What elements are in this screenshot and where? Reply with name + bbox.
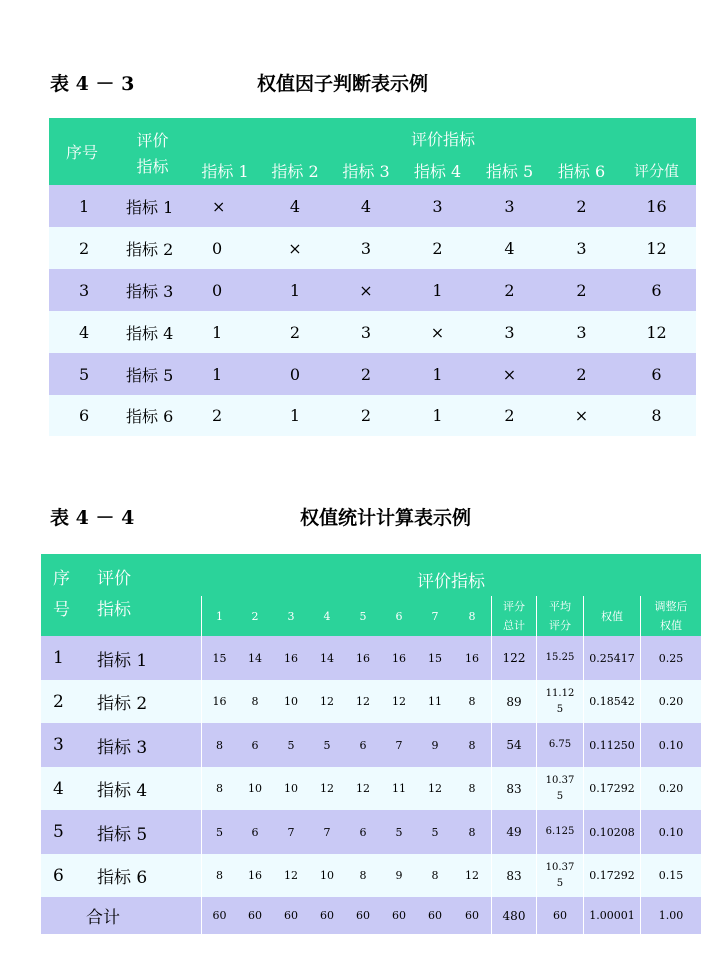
cell: 4: [260, 185, 330, 227]
cell: 2: [190, 395, 260, 436]
cell: ×: [473, 353, 546, 395]
cell: 1: [190, 311, 260, 353]
header-group: 评价指标: [201, 554, 701, 596]
total-cell: 60: [381, 897, 417, 934]
row-serial: 4: [49, 311, 115, 353]
row-serial: 2: [41, 680, 77, 723]
header-criteria: 评价 指标: [115, 118, 190, 185]
cell: 14: [309, 636, 345, 680]
cell: 8: [453, 723, 491, 767]
header-col-6: 6: [381, 596, 417, 636]
weight-factor-judgment-table: [49, 118, 696, 436]
cell: 11: [417, 680, 453, 723]
total-cell: 60: [417, 897, 453, 934]
cell: 83: [491, 854, 536, 897]
cell: 8: [453, 767, 491, 810]
cell: 0.11250: [583, 723, 640, 767]
cell: 0.17292: [583, 854, 640, 897]
header-col-3: 3: [273, 596, 309, 636]
cell: 11: [381, 767, 417, 810]
row-criterion-name: 指标 6: [115, 395, 190, 436]
cell: 16: [617, 185, 696, 227]
cell: 3: [402, 185, 473, 227]
cell: 0.15: [640, 854, 701, 897]
table1-caption-title: 权值因子判断表示例: [257, 73, 429, 95]
cell: 8: [201, 854, 237, 897]
cell: 5: [273, 723, 309, 767]
cell: 9: [381, 854, 417, 897]
header-col-11: 权值: [583, 596, 640, 636]
total-cell: 1.00: [640, 897, 701, 934]
total-cell: 60: [201, 897, 237, 934]
header-col-12: 调整后 权值: [640, 596, 701, 636]
cell: 5: [381, 810, 417, 854]
total-cell: 1.00001: [583, 897, 640, 934]
cell: 10: [237, 767, 273, 810]
cell: 8: [201, 723, 237, 767]
header-col-6: 指标 6: [546, 155, 617, 185]
cell: 12: [309, 680, 345, 723]
row-criterion-name: 指标 6: [77, 854, 201, 897]
cell: 12: [453, 854, 491, 897]
row-serial: 2: [49, 227, 115, 269]
cell: 0.10: [640, 810, 701, 854]
cell: 89: [491, 680, 536, 723]
row-serial: 6: [49, 395, 115, 436]
row-criterion-name: 指标 4: [77, 767, 201, 810]
cell: 2: [330, 353, 402, 395]
cell: 2: [473, 269, 546, 311]
cell: ×: [190, 185, 260, 227]
cell: 2: [546, 353, 617, 395]
row-serial: 3: [49, 269, 115, 311]
total-label: 合计: [41, 897, 201, 934]
total-cell: 60: [273, 897, 309, 934]
header-col-10: 平均 评分: [536, 596, 583, 636]
cell: 5: [309, 723, 345, 767]
header-col-2: 2: [237, 596, 273, 636]
cell: ×: [260, 227, 330, 269]
cell: 12: [309, 767, 345, 810]
total-cell: 60: [309, 897, 345, 934]
weight-statistics-table: [41, 554, 696, 934]
cell: 9: [417, 723, 453, 767]
cell: 1: [260, 269, 330, 311]
cell: 3: [473, 311, 546, 353]
row-criterion-name: 指标 3: [115, 269, 190, 311]
cell: 0.18542: [583, 680, 640, 723]
cell: 2: [546, 269, 617, 311]
cell: 0.25417: [583, 636, 640, 680]
row-serial: 1: [49, 185, 115, 227]
cell: 0.10208: [583, 810, 640, 854]
cell: 7: [273, 810, 309, 854]
row-criterion-name: 指标 3: [77, 723, 201, 767]
header-serial: 序号: [49, 118, 115, 185]
cell: 12: [381, 680, 417, 723]
cell: 5: [201, 810, 237, 854]
row-serial: 6: [41, 854, 77, 897]
cell: 8: [617, 395, 696, 436]
cell: 7: [381, 723, 417, 767]
header-col-7: 7: [417, 596, 453, 636]
cell: 6: [345, 810, 381, 854]
cell: 0.17292: [583, 767, 640, 810]
cell: 0: [190, 269, 260, 311]
cell: 12: [617, 227, 696, 269]
total-cell: 60: [237, 897, 273, 934]
cell: 0.10: [640, 723, 701, 767]
cell: 1: [190, 353, 260, 395]
cell: 16: [345, 636, 381, 680]
cell: 2: [473, 395, 546, 436]
total-cell: 60: [345, 897, 381, 934]
header-col-5: 指标 5: [473, 155, 546, 185]
cell: 3: [330, 227, 402, 269]
cell: 10: [309, 854, 345, 897]
cell: 3: [473, 185, 546, 227]
cell: 6: [617, 353, 696, 395]
cell: 2: [402, 227, 473, 269]
header-col-3: 指标 3: [330, 155, 402, 185]
row-criterion-name: 指标 5: [115, 353, 190, 395]
cell: 3: [330, 311, 402, 353]
cell: 8: [453, 680, 491, 723]
row-criterion-name: 指标 1: [77, 636, 201, 680]
cell: 16: [237, 854, 273, 897]
total-cell: 60: [536, 897, 583, 934]
header-col-1: 指标 1: [190, 155, 260, 185]
cell: 8: [201, 767, 237, 810]
cell: 6: [237, 723, 273, 767]
cell: 10: [273, 680, 309, 723]
cell: 8: [345, 854, 381, 897]
cell: 8: [417, 854, 453, 897]
cell: 6.75: [536, 723, 583, 767]
header-col-2: 指标 2: [260, 155, 330, 185]
cell: 49: [491, 810, 536, 854]
cell: 12: [345, 680, 381, 723]
cell: 10.37 5: [536, 767, 583, 810]
row-serial: 4: [41, 767, 77, 810]
cell: 8: [453, 810, 491, 854]
cell: 16: [201, 680, 237, 723]
cell: 122: [491, 636, 536, 680]
row-criterion-name: 指标 4: [115, 311, 190, 353]
cell: 1: [260, 395, 330, 436]
cell: 2: [546, 185, 617, 227]
header-serial: 序 号: [41, 554, 77, 636]
header-col-9: 评分 总计: [491, 596, 536, 636]
cell: 16: [453, 636, 491, 680]
cell: 7: [309, 810, 345, 854]
cell: ×: [546, 395, 617, 436]
row-criterion-name: 指标 2: [77, 680, 201, 723]
table2-caption-title: 权值统计计算表示例: [300, 507, 472, 529]
cell: 16: [273, 636, 309, 680]
total-cell: 480: [491, 897, 536, 934]
cell: 10: [273, 767, 309, 810]
cell: 6.125: [536, 810, 583, 854]
cell: 6: [617, 269, 696, 311]
cell: 0.20: [640, 680, 701, 723]
header-col-1: 1: [201, 596, 237, 636]
cell: 15: [417, 636, 453, 680]
cell: 1: [402, 395, 473, 436]
cell: 0: [190, 227, 260, 269]
cell: 83: [491, 767, 536, 810]
cell: 3: [546, 227, 617, 269]
cell: 14: [237, 636, 273, 680]
cell: 2: [260, 311, 330, 353]
cell: 15: [201, 636, 237, 680]
cell: ×: [402, 311, 473, 353]
cell: 2: [330, 395, 402, 436]
header-col-4: 4: [309, 596, 345, 636]
cell: 0: [260, 353, 330, 395]
table1-caption-number: 表 4 － 3: [50, 73, 135, 95]
row-serial: 5: [49, 353, 115, 395]
cell: 4: [473, 227, 546, 269]
total-cell: 60: [453, 897, 491, 934]
header-col-5: 5: [345, 596, 381, 636]
cell: 6: [345, 723, 381, 767]
cell: 0.20: [640, 767, 701, 810]
cell: 8: [237, 680, 273, 723]
row-criterion-name: 指标 2: [115, 227, 190, 269]
header-col-7: 评分值: [617, 155, 696, 185]
header-group: 评价指标: [190, 118, 696, 155]
row-criterion-name: 指标 5: [77, 810, 201, 854]
cell: 15.25: [536, 636, 583, 680]
header-criteria: 评价 指标: [77, 554, 201, 636]
cell: 12: [345, 767, 381, 810]
header-col-4: 指标 4: [402, 155, 473, 185]
row-serial: 3: [41, 723, 77, 767]
cell: 54: [491, 723, 536, 767]
row-criterion-name: 指标 1: [115, 185, 190, 227]
cell: 12: [273, 854, 309, 897]
row-serial: 1: [41, 636, 77, 680]
cell: 1: [402, 269, 473, 311]
cell: 0.25: [640, 636, 701, 680]
cell: 4: [330, 185, 402, 227]
header-col-8: 8: [453, 596, 491, 636]
cell: 3: [546, 311, 617, 353]
cell: 10.37 5: [536, 854, 583, 897]
cell: 12: [417, 767, 453, 810]
cell: 5: [417, 810, 453, 854]
row-serial: 5: [41, 810, 77, 854]
cell: 11.12 5: [536, 680, 583, 723]
cell: 16: [381, 636, 417, 680]
cell: 6: [237, 810, 273, 854]
cell: 1: [402, 353, 473, 395]
cell: ×: [330, 269, 402, 311]
cell: 12: [617, 311, 696, 353]
table2-caption-number: 表 4 － 4: [50, 507, 135, 529]
